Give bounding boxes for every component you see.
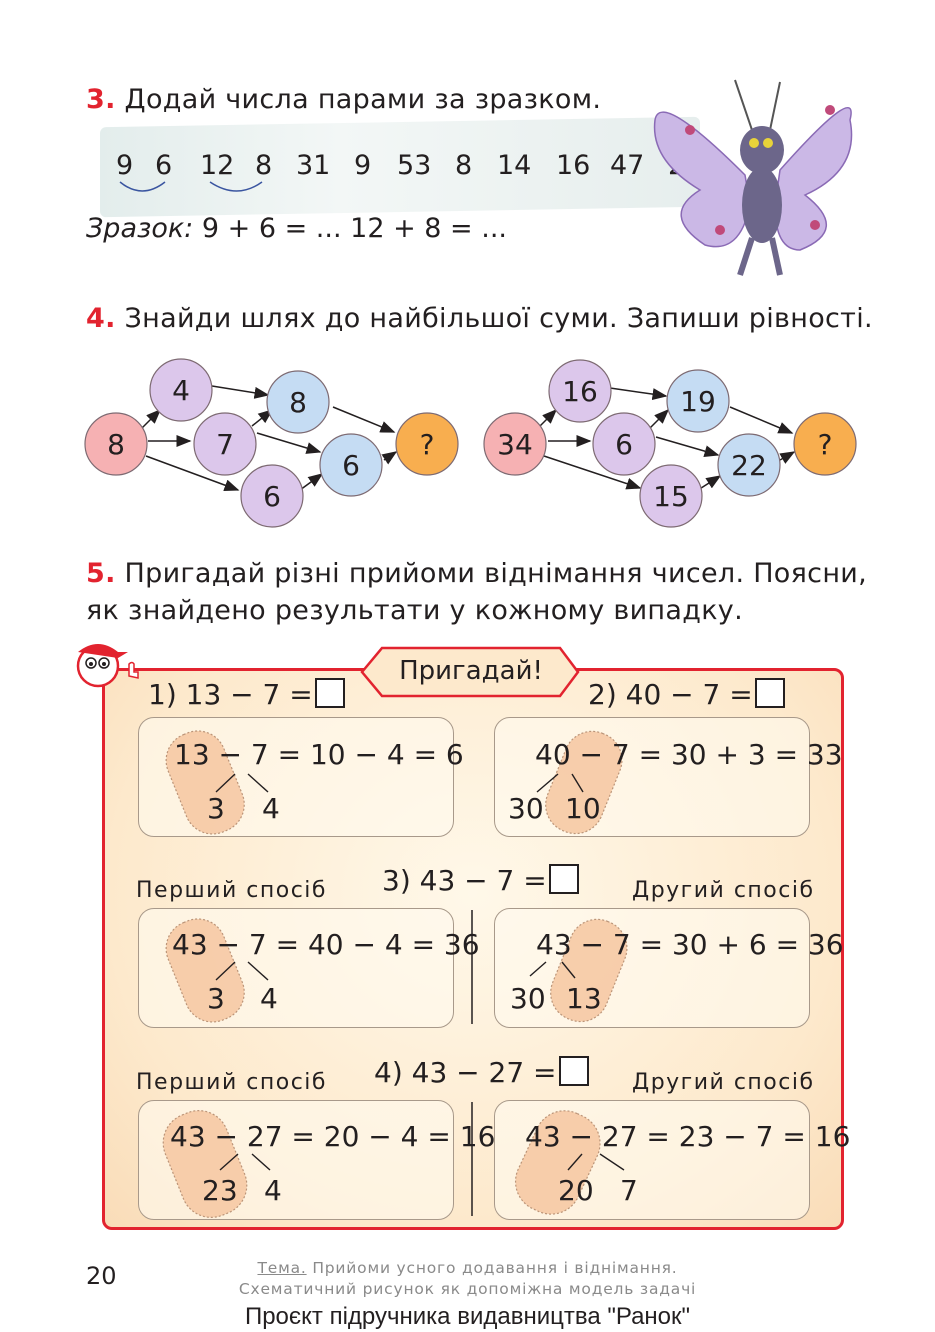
sequence-number: 12 [200,150,235,181]
ex4-equation-1: 43 − 27 = 20 − 4 = 16 [170,1120,496,1153]
sequence-number: 9 [354,150,372,181]
task3-text: Додай числа парами за зразком. [124,84,602,115]
node-start-2-label: 34 [497,428,533,461]
sequence-number: 16 [556,150,591,181]
topic-label: Тема. [257,1259,307,1277]
node-a-1-label: 4 [172,374,190,407]
node-d-1-label: 8 [289,386,307,419]
topic-line-2: Схематичний рисунок як допоміжна модель задачі [238,1280,697,1298]
sequence-number: 31 [296,150,331,181]
sequence-number: 9 [116,150,134,181]
task4-text: Знайди шлях до найбільшої суми. Запиши рівності. [124,303,873,334]
ex2-part-1: 30 [508,792,544,825]
node-e-2-label: 22 [731,449,767,482]
sample-text: 9 + 6 = ... 12 + 8 = ... [201,213,507,244]
ex3-equation-1: 43 − 7 = 40 − 4 = 36 [172,928,480,961]
ex2-task: 2) 40 − 7 = [588,678,785,711]
ex4-part1-1: 23 [202,1174,238,1207]
task3-number: 3. [86,84,116,115]
node-end-1-label: ? [419,428,435,461]
remember-title: Пригадай! [399,656,543,686]
answer-box-icon [559,1056,589,1086]
task4-number: 4. [86,303,116,334]
topic-line-1 [0,1259,935,1277]
node-e-1-label: 6 [342,449,360,482]
node-b-2-label: 6 [615,428,633,461]
node-start-1-label: 8 [107,428,125,461]
ex3-part1-2: 4 [260,982,278,1015]
node-a-2-label: 16 [562,375,598,408]
ex3-task: 3) 43 − 7 = [382,864,579,897]
sequence-number: 6 [155,150,173,181]
sequence-number: 53 [397,150,432,181]
sequence-number: 8 [255,150,273,181]
task5-number: 5. [86,558,116,589]
sample-label: Зразок: [86,213,194,244]
ex4-part2-1: 20 [558,1174,594,1207]
ex2-equation: 40 − 7 = 30 + 3 = 33 [535,738,843,771]
node-b-1-label: 7 [216,428,234,461]
project-note: Проєкт підручника видавництва "Ранок" [244,1303,691,1330]
node-d-2-label: 19 [680,385,716,418]
ex1-part-1: 3 [207,792,225,825]
ex4-part1-2: 4 [264,1174,282,1207]
ex1-task: 1) 13 − 7 = [148,678,345,711]
ex4-part2-2: 7 [620,1174,638,1207]
ex3-part2-1: 30 [510,982,546,1015]
page-number: 20 [86,1262,117,1290]
answer-box-icon [315,678,345,708]
ex4-equation-2: 43 − 27 = 23 − 7 = 16 [525,1120,851,1153]
ex2-part-2: 10 [565,792,601,825]
sequence-number: 8 [455,150,473,181]
ex4-task: 4) 43 − 27 = [374,1056,589,1089]
answer-box-icon [549,864,579,894]
ex3-first-label: Перший спосіб [136,878,327,903]
ex3-second-label: Другий спосіб [632,878,815,903]
node-c-2-label: 15 [653,480,689,513]
sequence-number: 47 [610,150,645,181]
sequence-number: 14 [497,150,532,181]
ex3-equation-2: 43 − 7 = 30 + 6 = 36 [536,928,844,961]
answer-box-icon [755,678,785,708]
task5-line1: Пригадай різні прийоми віднімання чисел. Поясни, [124,558,867,589]
task5-line2: як знайдено результати у кожному випадку. [86,595,743,626]
ex1-equation: 13 − 7 = 10 − 4 = 6 [174,738,464,771]
ex4-first-label: Перший спосіб [136,1070,327,1095]
ex3-part2-2: 13 [566,982,602,1015]
ex4-second-label: Другий спосіб [632,1070,815,1095]
node-end-2-label: ? [817,428,833,461]
topic-text-1: Прийоми усного додавання і віднімання. [306,1259,678,1277]
node-c-1-label: 6 [263,480,281,513]
ex3-part1-1: 3 [207,982,225,1015]
ex1-part-2: 4 [262,792,280,825]
